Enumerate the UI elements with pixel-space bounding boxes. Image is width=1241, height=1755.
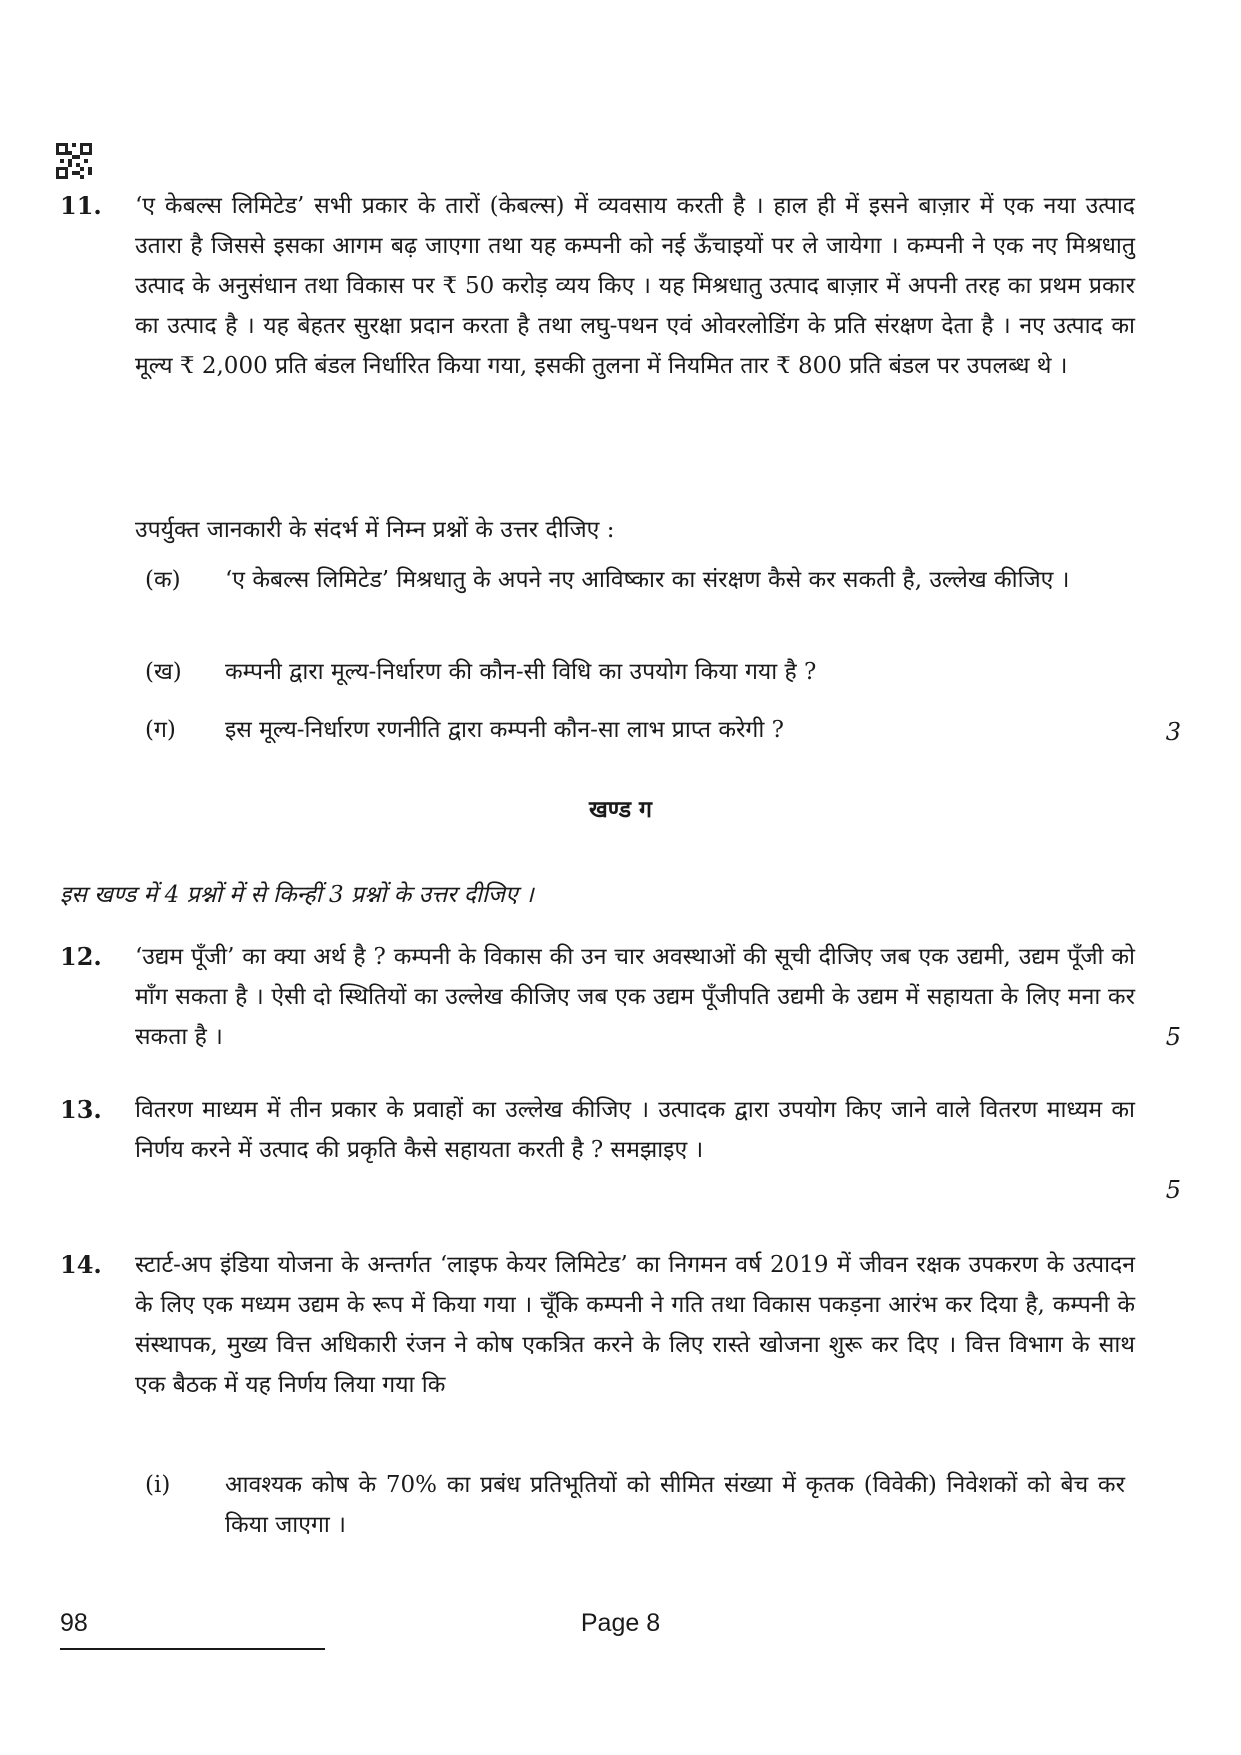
question-text: वितरण माध्यम में तीन प्रकार के प्रवाहों का उल्लेख कीजिए । उत्पादक द्वारा उपयोग किए जाने वाले वितरण माध्यम का निर्णय करने में उत्पाद की प्रकृति कैसे सहायता करती है ? समझाइए । — [135, 1097, 1135, 1163]
question-marks: 5 — [1165, 1023, 1181, 1051]
question-number: 12. — [60, 942, 102, 971]
question-text: स्टार्ट-अप इंडिया योजना के अन्तर्गत ‘लाइफ केयर लिमिटेड’ का निगमन वर्ष 2019 में जीवन रक्षक उपकरण के उत्पादन के लिए एक मध्यम उद्यम के रूप में किया गया । चूँकि कम्पनी ने गति तथा विकास पकड़ना आरंभ कर दिया है, कम्पनी के संस्थापक, मुख्य वित्त अधिकारी रंजन ने कोष एकत्रित करने के लिए रास्ते खोजना शुरू कर दिए । वित्त विभाग के साथ एक बैठक में यह निर्णय लिया गया कि — [135, 1252, 1135, 1398]
sub-question-i — [145, 1465, 1135, 1545]
question-number: 11. — [60, 191, 102, 220]
sub-question-text: कम्पनी द्वारा मूल्य-निर्धारण की कौन-सी विधि का उपयोग किया गया है ? — [225, 659, 817, 685]
question-lead: उपर्युक्त जानकारी के संदर्भ में निम्न प्रश्नों के उत्तर दीजिए : — [135, 517, 615, 543]
question-number: 13. — [60, 1095, 102, 1124]
question-11 — [60, 186, 1135, 386]
section-title: खण्ड ग — [588, 797, 652, 823]
sub-question-kha — [145, 652, 1135, 692]
qr-code-icon — [56, 143, 92, 179]
sub-question-label: (ख) — [145, 659, 182, 685]
question-12 — [60, 937, 1135, 1057]
section-instruction: इस खण्ड में 4 प्रश्नों में से किन्हीं 3 प्रश्नों के उत्तर दीजिए । — [60, 882, 534, 908]
page-number: Page 8 — [580, 1609, 661, 1637]
question-marks: 3 — [1165, 718, 1181, 746]
question-13 — [60, 1090, 1135, 1170]
question-14 — [60, 1245, 1135, 1405]
sub-question-text: इस मूल्य-निर्धारण रणनीति द्वारा कम्पनी कौन-सा लाभ प्राप्त करेगी ? — [225, 717, 784, 743]
sub-question-ga — [145, 710, 1135, 750]
sub-question-text: आवश्यक कोष के 70% का प्रबंध प्रतिभूतियों को सीमित संख्या में कृतक (विवेकी) निवेशकों को बेच कर किया जाएगा । — [225, 1472, 1125, 1538]
question-marks: 5 — [1165, 1176, 1181, 1204]
footer-divider — [60, 1648, 325, 1650]
sub-question-ka — [145, 560, 1135, 600]
question-text: ‘ए केबल्स लिमिटेड’ सभी प्रकार के तारों (केबल्स) में व्यवसाय करती है । हाल ही में इसने बाज़ार में एक नया उत्पाद उतारा है जिससे इसका आगम बढ़ जाएगा तथा यह कम्पनी को नई ऊँचाइयों पर ले जायेगा । कम्पनी ने एक नए मिश्रधातु उत्पाद के अनुसंधान तथा विकास पर ₹ 50 करोड़ व्यय किए । यह मिश्रधातु उत्पाद बाज़ार में अपनी तरह का प्रथम प्रकार का उत्पाद है । यह बेहतर सुरक्षा प्रदान करता है तथा लघु-पथन एवं ओवरलोडिंग के प्रति संरक्षण देता है । नए उत्पाद का मूल्य ₹ 2,000 प्रति बंडल निर्धारित किया गया, इसकी तुलना में नियमित तार ₹ 800 प्रति बंडल पर उपलब्ध थे । — [135, 193, 1135, 379]
question-number: 14. — [60, 1250, 102, 1279]
sub-question-label: (ग) — [145, 717, 176, 743]
paper-code: 98 — [60, 1609, 88, 1637]
sub-question-label: (क) — [145, 567, 181, 593]
sub-question-text: ‘ए केबल्स लिमिटेड’ मिश्रधातु के अपने नए आविष्कार का संरक्षण कैसे कर सकती है, उल्लेख कीजिए । — [225, 567, 1070, 593]
question-text: ‘उद्यम पूँजी’ का क्या अर्थ है ? कम्पनी के विकास की उन चार अवस्थाओं की सूची दीजिए जब एक उद्यमी, उद्यम पूँजी को माँग सकता है । ऐसी दो स्थितियों का उल्लेख कीजिए जब एक उद्यम पूँजीपति उद्यमी के उद्यम में सहायता के लिए मना कर सकता है । — [135, 944, 1135, 1050]
sub-question-label: (i) — [145, 1472, 171, 1498]
